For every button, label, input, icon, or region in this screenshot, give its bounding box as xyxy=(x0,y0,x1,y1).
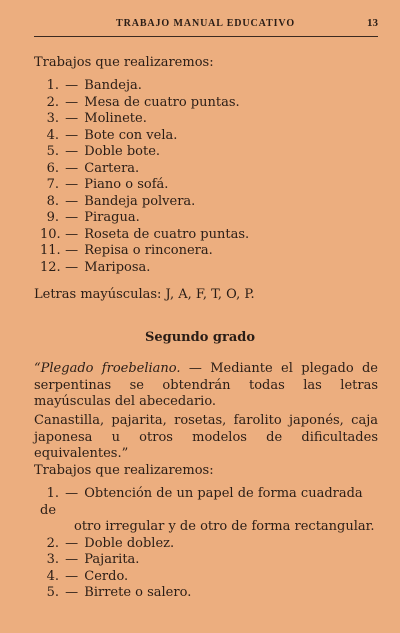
list-item: 7. — Piano o sofá. xyxy=(46,177,169,192)
list-item: 4. — Bote con vela. xyxy=(46,127,178,143)
list-item: 10. — Roseta de cuatro puntas. xyxy=(40,226,250,242)
paragraph-models: Canastilla, pajarita, rosetas, farolito japonés, caja japonesa u otros modelos de dificultades equivalentes.” xyxy=(34,413,378,461)
list-item: 11. — Repisa o rinconera. xyxy=(40,243,213,258)
section1-list xyxy=(40,78,360,276)
list-item: 12. — Mariposa. xyxy=(40,259,151,275)
section-heading: Segundo grado xyxy=(144,330,256,345)
list-item: 2. — Doble doblez. xyxy=(46,535,175,551)
list-item: 1. — Bandeja. xyxy=(46,78,142,93)
list-item: 3. — Molinete. xyxy=(46,111,147,126)
page-number: 13 xyxy=(367,17,378,29)
running-head xyxy=(34,14,378,37)
section2-list xyxy=(40,486,380,602)
list-item: 3. — Pajarita. xyxy=(46,552,140,567)
list-item: 1. — Obtención de un papel de forma cuadrada de xyxy=(40,486,363,518)
section2-intro: Trabajos que realizaremos: xyxy=(34,463,214,478)
list-item: 4. — Cerdo. xyxy=(46,568,129,584)
list-item: 5. — Birrete o salero. xyxy=(46,585,192,600)
list-item: 6. — Cartera. xyxy=(46,160,140,176)
paragraph-text: — Mediante el plegado de serpentinas se obtendrán todas las letras mayúsculas del abecedario. xyxy=(34,361,378,409)
paragraph-italic-lead: “Plegado froebeliano. xyxy=(34,361,181,376)
list-item: 5. — Doble bote. xyxy=(46,144,161,159)
list-item-continuation: otro irregular y de otro de forma rectangular. xyxy=(74,519,375,534)
capital-letters-line: Letras mayúsculas: J, A, F, T, O, P. xyxy=(34,287,255,302)
section1-intro: Trabajos que realizaremos: xyxy=(34,55,214,70)
list-item: 8. — Bandeja polvera. xyxy=(46,193,196,209)
list-item: 9. — Piragua. xyxy=(46,210,140,225)
paragraph-plegado xyxy=(34,361,378,411)
running-head-title: TRABAJO MANUAL EDUCATIVO xyxy=(116,18,296,29)
list-item: 2. — Mesa de cuatro puntas. xyxy=(46,94,240,110)
